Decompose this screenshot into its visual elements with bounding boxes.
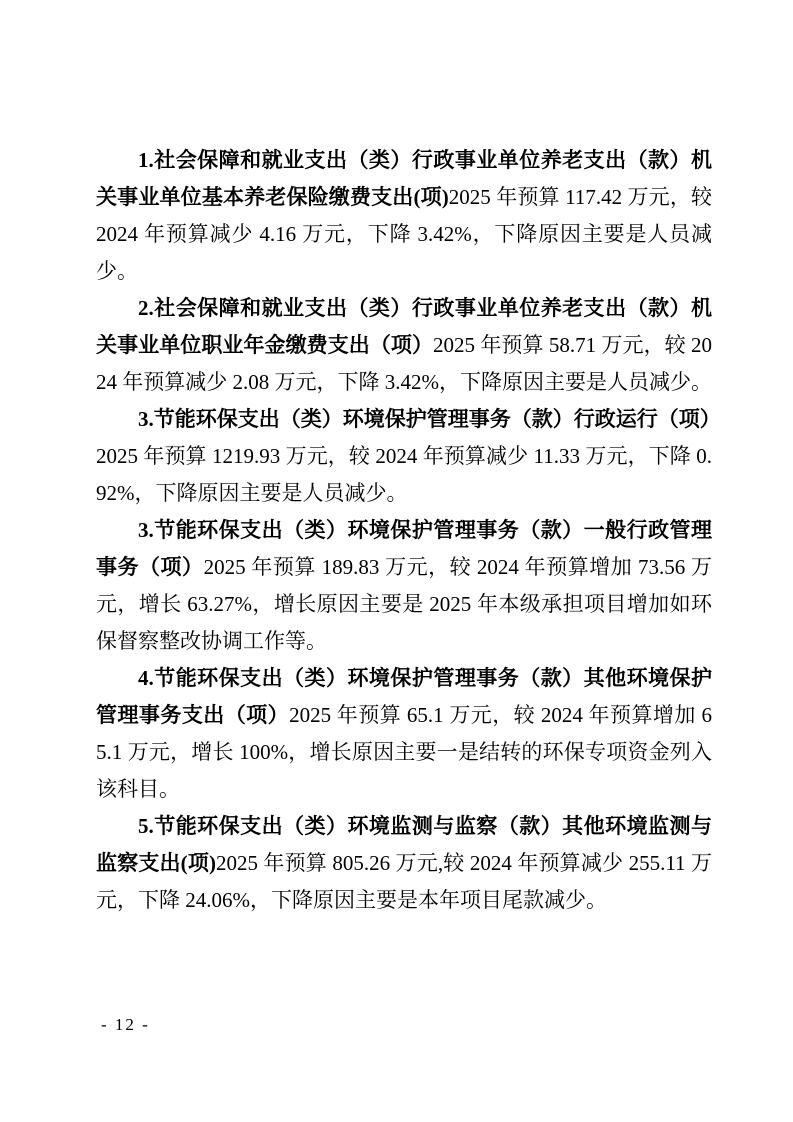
- budget-item-detail: 2025 年预算 189.83 万元，较 2024 年预算增加 73.56 万元，增长 63.27%，增长原因主要是 2025 年本级承担项目增加如环保督察整改协调工作等。: [96, 555, 713, 653]
- budget-paragraph-5: [96, 660, 712, 808]
- budget-paragraph-4: [96, 512, 712, 660]
- budget-item-heading: 1.社会保障和就业支出（类）行政事业单位养老支出（款）机关事业单位基本养老保险缴费支出(项): [96, 148, 712, 209]
- budget-item-detail: 2025 年预算 1219.93 万元，较 2024 年预算减少 11.33 万元，下降 0.92%，下降原因主要是人员减少。: [96, 444, 712, 505]
- budget-item-heading: 2.社会保障和就业支出（类）行政事业单位养老支出（款）机关事业单位职业年金缴费支出（项）: [96, 296, 712, 357]
- budget-paragraph-3: [96, 401, 721, 512]
- budget-item-heading: 3.节能环保支出（类）环境保护管理事务（款）行政运行（项）: [138, 407, 721, 431]
- budget-item-heading: 4.节能环保支出（类）环境保护管理事务（款）其他环境保护管理事务支出（项）: [96, 666, 712, 727]
- budget-item-detail: 2025 年预算 117.42 万元，较 2024 年预算减少 4.16 万元，下降 3.42%，下降原因主要是人员减少。: [96, 185, 712, 283]
- budget-item-heading: 3.节能环保支出（类）环境保护管理事务（款）一般行政管理事务（项）: [96, 518, 712, 579]
- budget-item-detail: 2025 年预算 58.71 万元，较 2024 年预算减少 2.08 万元，下降 3.42%，下降原因主要是人员减少。: [96, 333, 713, 394]
- budget-paragraph-2: [96, 290, 712, 401]
- budget-item-heading: 5.节能环保支出（类）环境监测与监察（款）其他环境监测与监察支出(项): [96, 814, 712, 875]
- document-body: [96, 142, 721, 919]
- page-number: - 12 -: [101, 1015, 150, 1034]
- budget-item-detail: 2025 年预算 805.26 万元,较 2024 年预算减少 255.11 万元，下降 24.06%，下降原因主要是本年项目尾款减少。: [96, 851, 712, 912]
- budget-paragraph-1: [96, 142, 712, 290]
- budget-paragraph-6: [96, 808, 712, 919]
- budget-item-detail: 2025 年预算 65.1 万元，较 2024 年预算增加 65.1 万元，增长 100%，增长原因主要一是结转的环保专项资金列入该科目。: [96, 703, 713, 801]
